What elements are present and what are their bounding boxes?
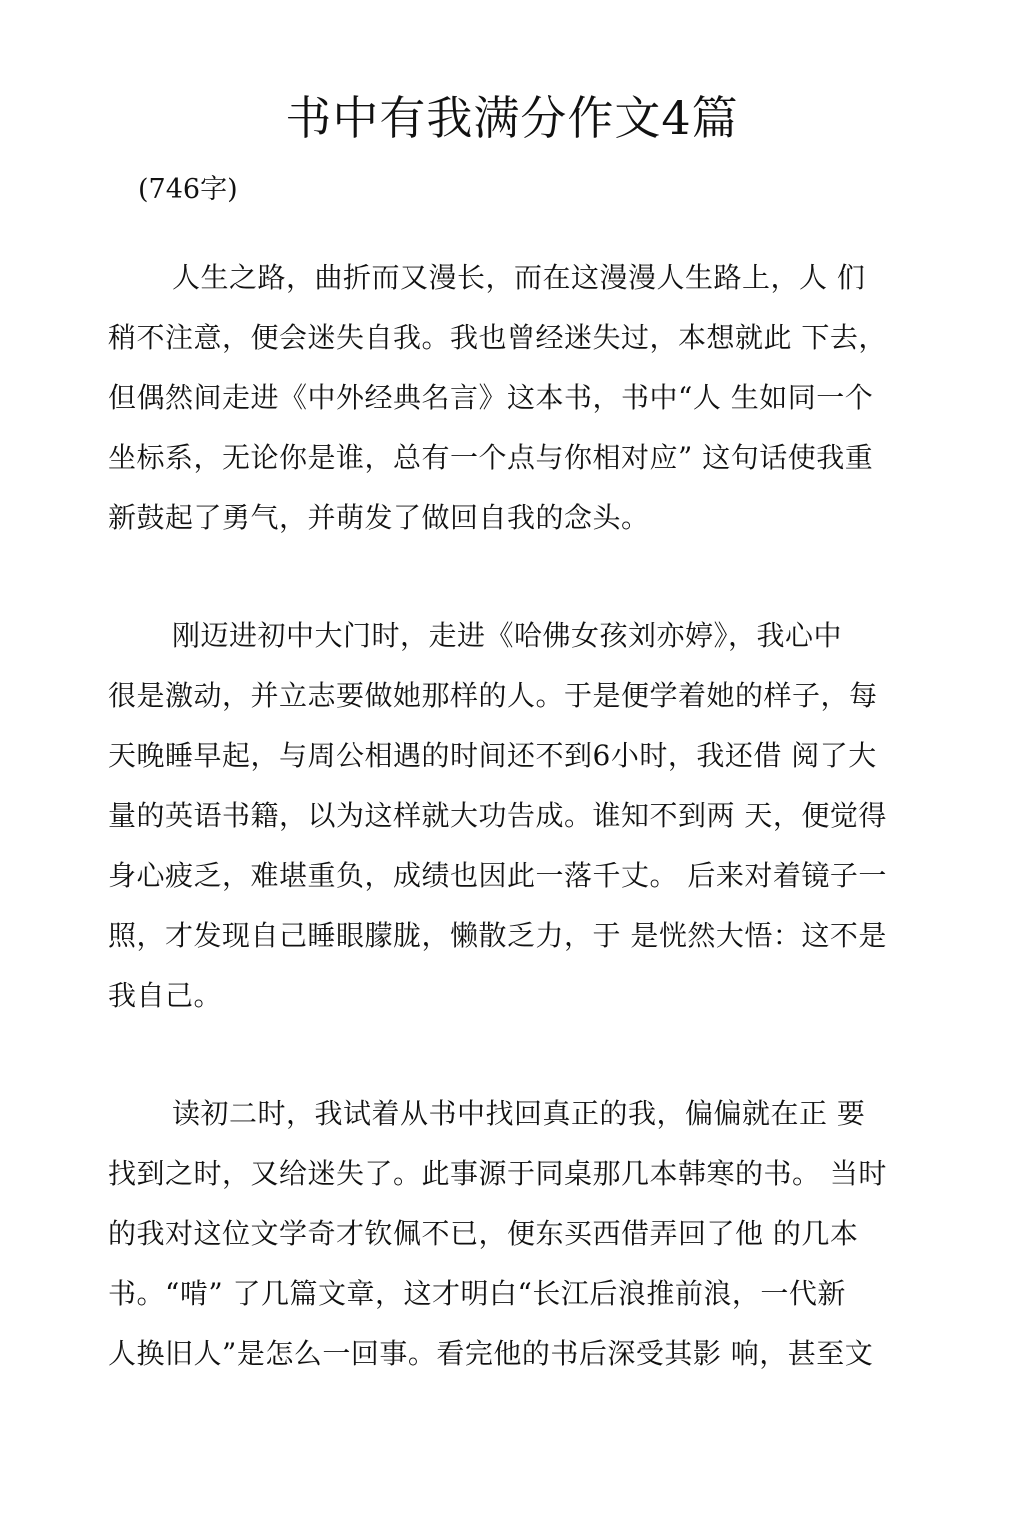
paragraph-line: 书。“啃” 了几篇文章，这才明白“长江后浪推前浪，一代新 bbox=[108, 1277, 846, 1310]
paragraph-line: 我自己。 bbox=[108, 979, 223, 1012]
paragraph-line: 刚迈进初中大门时，走进《哈佛女孩刘亦婷》，我心中 bbox=[172, 619, 843, 652]
paragraph-line: 很是激动，并立志要做她那样的人。于是便学着她的样子，每 bbox=[108, 679, 878, 712]
paragraph-line: 新鼓起了勇气，并萌发了做回自我的念头。 bbox=[108, 501, 650, 534]
paragraph-1 bbox=[108, 248, 928, 548]
paragraph-line: 身心疲乏，难堪重负，成绩也因此一落千丈。 后来对着镜子一 bbox=[108, 859, 887, 892]
paragraph-line: 稍不注意，便会迷失自我。我也曾经迷失过，本想就此 下去， bbox=[108, 321, 887, 354]
paragraph-2 bbox=[108, 606, 928, 1026]
paragraph-line: 但偶然间走进《中外经典名言》这本书，书中“人 生如同一个 bbox=[108, 381, 874, 414]
paragraph-line: 人生之路，曲折而又漫长，而在这漫漫人生路上，人 们 bbox=[172, 261, 866, 294]
word-count: (746字) bbox=[138, 174, 238, 205]
paragraph-3 bbox=[108, 1084, 928, 1384]
paragraph-line: 人换旧人”是怎么一回事。看完他的书后深受其影 响，甚至文 bbox=[108, 1337, 874, 1370]
paragraph-line: 照，才发现自己睡眼朦胧，懒散乏力，于 是恍然大悟：这不是 bbox=[108, 919, 887, 952]
paragraph-line: 天晚睡早起，与周公相遇的时间还不到6小时，我还借 阅了大 bbox=[108, 739, 877, 772]
paragraph-line: 坐标系，无论你是谁，总有一个点与你相对应” 这句话使我重 bbox=[108, 441, 874, 474]
paragraph-line: 的我对这位文学奇才钦佩不已，便东买西借弄回了他 的几本 bbox=[108, 1217, 859, 1250]
document-title: 书中有我满分作文4篇 bbox=[285, 91, 739, 145]
paragraph-line: 读初二时，我试着从书中找回真正的我，偏偏就在正 要 bbox=[172, 1097, 866, 1130]
paragraph-line: 找到之时，又给迷失了。此事源于同桌那几本韩寒的书。 当时 bbox=[108, 1157, 887, 1190]
paragraph-line: 量的英语书籍，以为这样就大功告成。谁知不到两 天，便觉得 bbox=[108, 799, 887, 832]
